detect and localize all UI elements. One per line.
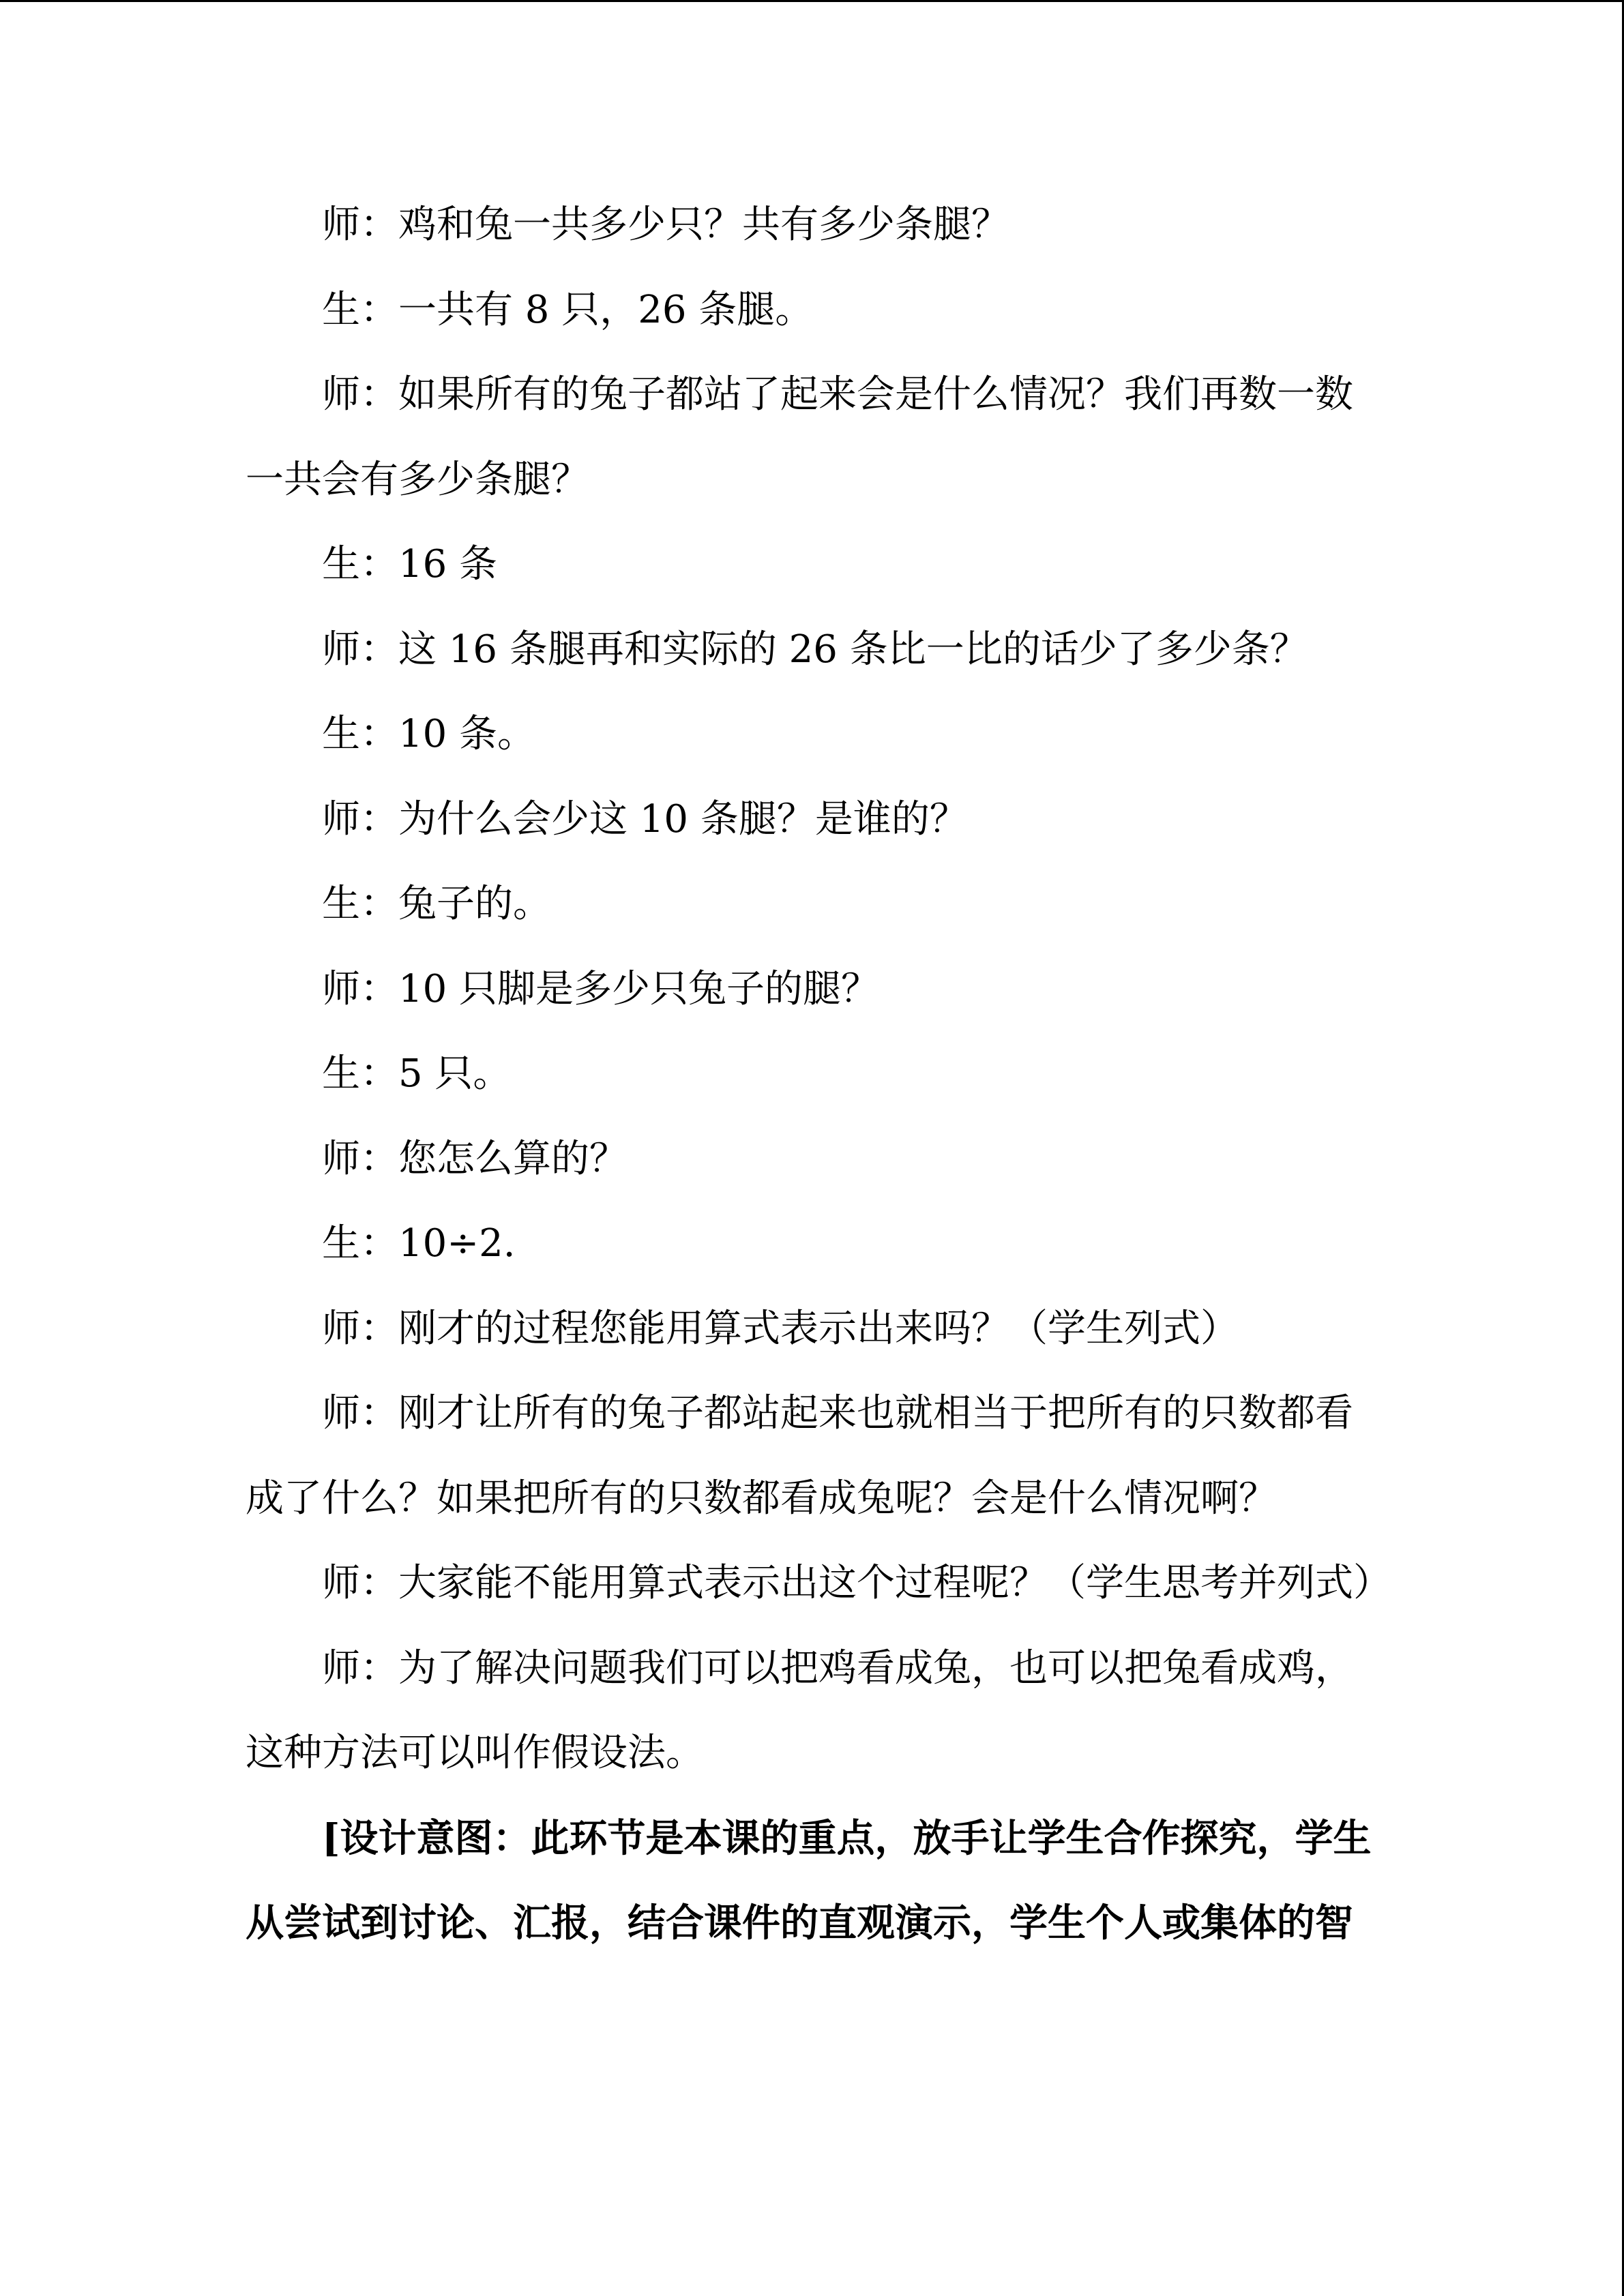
paragraph-teacher-assumption-method: 师：为了解决问题我们可以把鸡看成兔，也可以把兔看成鸡，这种方法可以叫作假设法。 (246, 1645, 1353, 1775)
paragraph-student-10-legs: 生：10 条。 (322, 712, 536, 756)
paragraph-teacher-rabbits-stand: 师：如果所有的兔子都站了起来会是什么情况？我们再数一数一共会有多少条腿？ (246, 372, 1353, 502)
paragraph-teacher-express-process: 师：大家能不能用算式表示出这个过程呢？（学生思考并列式） (322, 1561, 1391, 1605)
paragraph-student-division: 生：10÷2. (322, 1221, 516, 1266)
paragraph-teacher-compare: 师：这 16 条腿再和实际的 26 条比一比的话少了多少条？ (322, 627, 1308, 672)
paragraph-teacher-why-fewer: 师：为什么会少这 10 条腿？是谁的？ (322, 796, 968, 841)
paragraph-student-rabbits: 生：兔子的。 (322, 882, 551, 926)
paragraph-student-answer-total: 生：一共有 8 只，26 条腿。 (322, 287, 814, 332)
document-body (246, 183, 1391, 1966)
paragraph-teacher-how-many-rabbits: 师：10 只脚是多少只兔子的腿？ (322, 966, 880, 1011)
paragraph-student-5: 生：5 只。 (322, 1052, 512, 1096)
page-top-border (0, 0, 1624, 2)
paragraph-student-16-legs: 生：16 条 (322, 542, 498, 586)
paragraph-teacher-question-total: 师：鸡和兔一共多少只？共有多少条腿？ (322, 203, 1009, 247)
paragraph-teacher-how-calc: 师：您怎么算的？ (322, 1136, 628, 1181)
paragraph-teacher-formula: 师：刚才的过程您能用算式表示出来吗？（学生列式） (322, 1306, 1239, 1351)
paragraph-teacher-regard-as: 师：刚才让所有的兔子都站起来也就相当于把所有的只数都看成了什么？如果把所有的只数都看成兔呢？会是什么情况啊？ (246, 1391, 1353, 1521)
paragraph-design-intent: [设计意图：此环节是本课的重点，放手让学生合作探究，学生从尝试到讨论、汇报，结合课件的直观演示，学生个人或集体的智 (246, 1815, 1372, 1945)
